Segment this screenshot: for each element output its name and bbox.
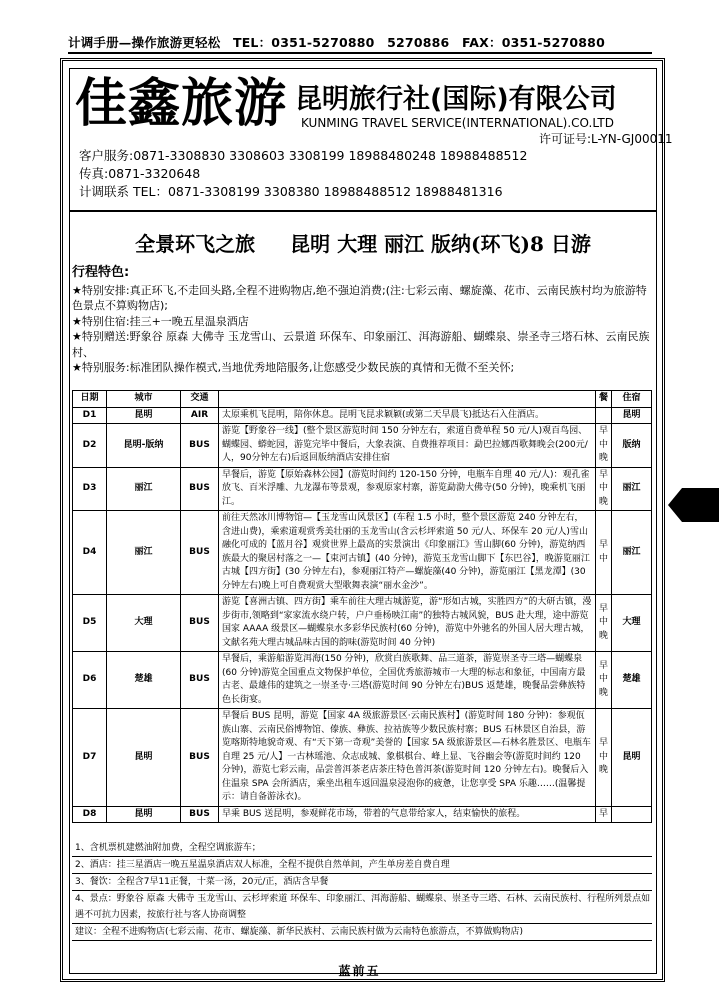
- row-day: D3: [73, 467, 107, 511]
- col-meal: 餐: [596, 391, 612, 408]
- row-city: 昆明-版纳: [107, 424, 181, 468]
- row-description: 前往天然冰川博物馆—【玉龙雪山风景区】(车程 1.5 小时，整个景区游览 240 分钟左右，含进山费)，乘索道观赏秀美壮丽的玉龙雪山(含云杉坪索道 50 元/人、环保车 20 元/人)雪山融化可成的【蓝月谷】观赏世界上最高的实景演出《印象丽江》雪山脚(60 分钟)，游览纳西族最大的聚居村落之一—【束河古镇】(40 分钟)，游览玉龙雪山脚下【东巴谷】，晚游览丽江古城【四方街】(30 分钟左右)，参观丽江特产—螺旋藻(40 分钟)，游览丽江【黑龙潭】(30 分钟左右)晚上可自费观赏大型歌舞表演“丽水金沙”。: [219, 511, 596, 595]
- row-stay: 丽江: [612, 467, 652, 511]
- row-description: 早餐后，游览【原始森林公园】(游览时间约 120-150 分钟，电瓶车自理 40 元/人)：观孔雀放飞、百米浮雕、九龙瀑布等景观，参观原家村寨，游览勐泐大佛寺(50 分钟)，晚乘机飞丽江。: [219, 467, 596, 511]
- row-day: D6: [73, 652, 107, 709]
- itinerary-header-row: [73, 391, 652, 408]
- row-transport: BUS: [181, 511, 219, 595]
- row-stay: 昆明: [612, 709, 652, 807]
- planner-contact: 计调联系 TEL：0871-3308199 3308380 18988488512 18988481316: [79, 184, 503, 199]
- row-transport: BUS: [181, 709, 219, 807]
- row-meal: 早: [596, 806, 612, 823]
- brand-logo-text: 佳鑫旅游: [75, 73, 288, 134]
- page-tab-arrow-icon: [668, 488, 719, 522]
- note-item: 3、餐饮：全程含7早11正餐，十菜一汤，20元/正，酒店含早餐: [72, 874, 652, 891]
- row-meal: 早中晚: [596, 652, 612, 709]
- row-city: 楚雄: [107, 652, 181, 709]
- top-tel2: 5270886: [387, 35, 450, 50]
- col-city: 城市: [107, 391, 181, 408]
- row-transport: BUS: [181, 424, 219, 468]
- itinerary-row: [73, 652, 652, 709]
- row-transport: AIR: [181, 407, 219, 424]
- row-meal: 早中晚: [596, 709, 612, 807]
- col-description: [219, 391, 596, 408]
- feature-item: ★特别住宿:挂三+一晚五星温泉酒店: [72, 314, 249, 328]
- note-item: 1、含机票机建燃油附加费，全程空调旅游车；: [72, 840, 652, 857]
- itinerary-row: [73, 467, 652, 511]
- row-description: 游览【喜洲古镇、四方街】乘车前往大理古城游览，游“形如古城，实胜四方”的大研古镇，漫步街市,领略到“家家流水绕户转，户户垂杨映江南”的独特古城风貌，BUS 赴大理，途中游览国家 AAAA 级景区—蝴蝶泉水多彩华民族村(60 分钟)，游览中外驰名的外国人居大理古城，文献名苑大理古城品味古国的韵味(游览时间 40 分钟): [219, 595, 596, 652]
- col-date: 日期: [73, 391, 107, 408]
- top-contact-bar: [68, 34, 652, 54]
- note-item: 建议：全程不进购物店(七彩云南、花市、螺旋藻、新华民族村、云南民族村做为云南特色旅游点，不算做购物店): [72, 924, 652, 941]
- row-meal: 早中晚: [596, 467, 612, 511]
- features-heading: 行程特色:: [72, 265, 130, 280]
- row-transport: BUS: [181, 806, 219, 823]
- row-stay: 大理: [612, 595, 652, 652]
- row-stay: 昆明: [612, 407, 652, 424]
- tour-title: [69, 228, 657, 257]
- row-meal: 早中晚: [596, 595, 612, 652]
- tour-features: [72, 265, 654, 376]
- row-transport: BUS: [181, 467, 219, 511]
- row-day: D1: [73, 407, 107, 424]
- itinerary-row: [73, 407, 652, 424]
- feature-item: ★特别服务:标准团队操作模式,当地优秀地陪服务,让您感受少数民族的真情和无微不至关怀;: [72, 361, 515, 374]
- row-meal: [596, 407, 612, 424]
- company-header: [69, 68, 673, 212]
- row-stay: 楚雄: [612, 652, 652, 709]
- row-city: 昆明: [107, 709, 181, 807]
- row-meal: 早中: [596, 511, 612, 595]
- feature-item: ★特别赠送:野象谷 原森 大佛寺 玉龙雪山、云景道 环保车、印象丽江、洱海游船、蝴蝶泉、崇圣寺三塔石林、云南民族村、: [72, 330, 650, 359]
- row-description: 早乘 BUS 送昆明，参观鲜花市场，带着的气息带给家人，结束愉快的旅程。: [219, 806, 596, 823]
- page-footer: 蓝前五: [338, 964, 381, 978]
- row-meal: 早中晚: [596, 424, 612, 468]
- tour-notes: [72, 840, 652, 941]
- note-item: 4、景点：野象谷 原森 大佛寺 玉龙雪山、云杉坪索道 环保车、印象丽江、洱海游船、蝴蝶泉、崇圣寺三塔、石林、云南民族村、行程所列景点如遇不可抗力因素，按旅行社与客人协商调整: [72, 891, 652, 924]
- row-day: D4: [73, 511, 107, 595]
- row-day: D5: [73, 595, 107, 652]
- row-city: 丽江: [107, 511, 181, 595]
- fax-number: 传真:0871-3320648: [79, 166, 201, 181]
- col-transport: 交通: [181, 391, 219, 408]
- tour-title-right: 昆明 大理 丽江 版纳(环飞)8 日游: [290, 232, 591, 256]
- row-day: D8: [73, 806, 107, 823]
- top-tel: TEL：0351-5270880: [232, 35, 375, 50]
- itinerary-row: [73, 806, 652, 823]
- row-city: 昆明: [107, 407, 181, 424]
- row-description: 游览【野象谷一线】(整个景区游览时间 150 分钟左右，索道自费单程 50 元/人)观百鸟园、蝴蝶园、蟒蛇园，游览完毕中餐后，大象表演、自费推荐项目：勐巴拉娜西歌舞晚会(200元/人，90分钟左右)后返回版纳酒店安排住宿: [219, 424, 596, 468]
- itinerary-row: [73, 511, 652, 595]
- row-transport: BUS: [181, 595, 219, 652]
- row-day: D2: [73, 424, 107, 468]
- customer-service-phones: 客户服务:0871-3308830 3308603 3308199 18988480248 18988488512: [79, 148, 528, 163]
- row-description: 太原乘机飞昆明，陪你休息。昆明飞昆求颖颖(或第二天早晨飞)抵达石入住酒店。: [219, 407, 596, 424]
- row-day: D7: [73, 709, 107, 807]
- row-stay: 丽江: [612, 511, 652, 595]
- license-number: 许可证号:L-YN-GJ00011: [539, 132, 673, 146]
- row-city: 昆明: [107, 806, 181, 823]
- itinerary-row: [73, 709, 652, 807]
- row-description: 早餐后，乘游船游览洱海(150 分钟)，欣赏白族歌舞、品三道茶，游览崇圣寺三塔—蝴蝶泉(60 分钟)游览全国重点文物保护单位，全国优秀旅游城市一大理的标志和象征，中国南方最古老、最雄伟的建筑之一崇圣寺·三塔(游览时间 90 分钟左右)BUS 返楚雄，晚餐品尝彝族特色长街宴。: [219, 652, 596, 709]
- row-description: 早餐后 BUS 昆明，游览【国家 4A 级旅游景区·云南民族村】(游览时间 180 分钟)：参观佤族山寨、云南民俗博物馆、傣族、彝族、拉祜族等少数民族村寨；BUS 石林景区自治县，游览喀斯特地貌奇观、有“天下第一奇观”美誉的【国家 5A 级旅游景区—石林名胜景区、电瓶车自理 25 元/人】一古林瑶池、众志成城、象棋棋台、峰上显、飞谷幽会等(游览时间约 120 分钟)，游览七彩云南，品尝普洱茶老店茶庄特色普洱茶(游览时间 120 分钟左右)。晚餐后入住温泉 SPA 会所酒店，乘坐出租车返回温泉浸泡你的疲惫，让您享受 SPA 乐趣……(温馨提示：请自备游泳衣)。: [219, 709, 596, 807]
- row-stay: [612, 806, 652, 823]
- itinerary-row: [73, 424, 652, 468]
- row-city: 丽江: [107, 467, 181, 511]
- tour-title-left: 全景环飞之旅: [135, 232, 256, 256]
- note-item: 2、酒店：挂三星酒店一晚五星温泉酒店双人标准，全程不提供自然单间，产生单房差自费自理: [72, 857, 652, 874]
- row-city: 大理: [107, 595, 181, 652]
- row-stay: 版纳: [612, 424, 652, 468]
- feature-item: ★特别安排:真正环飞,不走回头路,全程不进购物店,绝不强迫消费;(注:七彩云南、螺旋藻、花市、云南民族村均为旅游特色景点不算购物店);: [72, 283, 647, 312]
- col-stay: 住宿: [612, 391, 652, 408]
- row-transport: BUS: [181, 652, 219, 709]
- itinerary-row: [73, 595, 652, 652]
- company-name-en: KUNMING TRAVEL SERVICE(INTERNATIONAL).CO.LTD: [301, 116, 614, 130]
- slogan: 计调手册—操作旅游更轻松: [68, 35, 221, 50]
- company-name-cn: 昆明旅行社(国际)有限公司: [295, 84, 617, 115]
- top-fax: FAX：0351-5270880: [461, 35, 605, 50]
- itinerary-table: [72, 390, 652, 823]
